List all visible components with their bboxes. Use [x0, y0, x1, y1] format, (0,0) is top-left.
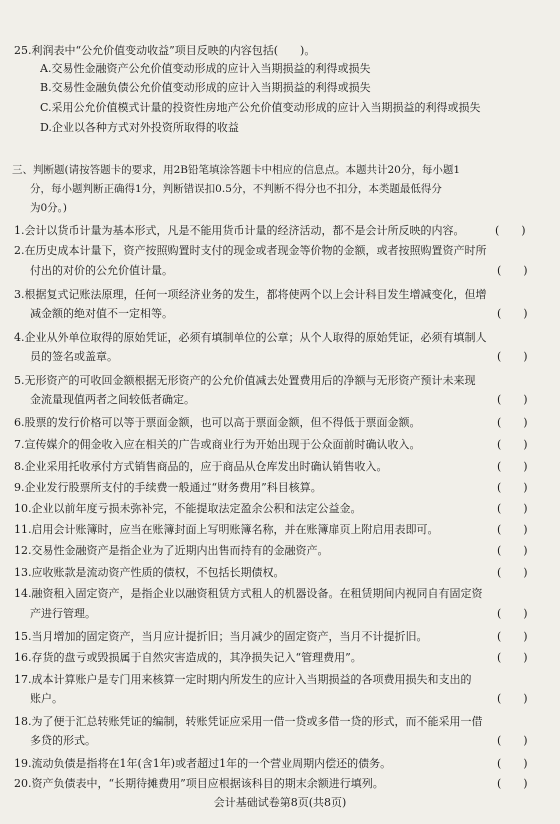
- q25-option-c: C.采用公允价值模式计量的投资性房地产公允价值变动形成的应计入当期损益的利得或损失: [40, 101, 481, 114]
- item-20: 20.资产负债表中，“长期待摊费用”项目应根据该科目的期末余额进行填列。: [14, 777, 384, 790]
- q25-stem: 25.利润表中“公允价值变动收益”项目反映的内容包括( )。: [14, 44, 316, 57]
- q25-option-b: B.交易性金融负债公允价值变动形成的应计入当期损益的利得或损失: [40, 81, 371, 94]
- answer-blank: ( ): [497, 481, 528, 494]
- item-2: 2.在历史成本计量下，资产按照购置时支付的现金或者现金等价物的金额，或者按照购置资产时所: [14, 244, 487, 257]
- answer-blank: ( ): [497, 757, 528, 770]
- item-8: 8.企业采用托收承付方式销售商品的，应于商品从仓库发出时确认销售收入。: [14, 460, 388, 473]
- item-4: 4.企业从外单位取得的原始凭证，必须有填制单位的公章；从个人取得的原始凭证，必须有填制人: [14, 331, 487, 344]
- answer-blank: ( ): [497, 416, 528, 429]
- item-5-cont: 金流量现值两者之间较低者确定。: [30, 393, 195, 406]
- answer-blank: ( ): [497, 393, 528, 406]
- answer-blank: ( ): [497, 438, 528, 451]
- item-9: 9.企业发行股票所支付的手续费一般通过“财务费用”科目核算。: [14, 481, 322, 494]
- answer-blank: ( ): [497, 651, 528, 664]
- item-2-cont: 付出的对价的公允价值计量。: [30, 264, 173, 277]
- item-5: 5.无形资产的可收回金额根据无形资产的公允价值减去处置费用后的净额与无形资产预计未来现: [14, 374, 476, 387]
- page-footer: 会计基础试卷第8页(共8页): [213, 796, 347, 809]
- item-11: 11.启用会计账簿时，应当在账簿封面上写明账簿名称，并在账簿扉页上附启用表即可。: [14, 523, 439, 536]
- answer-blank: ( ): [497, 607, 528, 620]
- section3-heading-line3: 为0分。): [30, 202, 68, 214]
- item-1: 1.会计以货币计量为基本形式，凡是不能用货币计量的经济活动，都不是会计所反映的内容。: [14, 224, 465, 237]
- answer-blank: ( ): [497, 307, 528, 320]
- item-3: 3.根据复式记账法原理，任何一项经济业务的发生，都将使两个以上会计科目发生增减变化，但增: [14, 288, 487, 301]
- item-14-cont: 产进行管理。: [30, 607, 96, 620]
- answer-blank: ( ): [497, 523, 528, 536]
- answer-blank: ( ): [495, 224, 526, 237]
- q25-option-a: A.交易性金融资产公允价值变动形成的应计入当期损益的利得或损失: [40, 62, 371, 75]
- answer-blank: ( ): [497, 630, 528, 643]
- answer-blank: ( ): [497, 777, 528, 790]
- item-17: 17.成本计算账户是专门用来核算一定时期内所发生的应计入当期损益的各项费用损失和支出的: [14, 673, 472, 686]
- q25-option-d: D.企业以各种方式对外投资所取得的收益: [40, 121, 239, 134]
- answer-blank: ( ): [497, 350, 528, 363]
- item-16: 16.存货的盘亏或毁损属于自然灾害造成的，其净损失记入“管理费用”。: [14, 651, 362, 664]
- answer-blank: ( ): [497, 692, 528, 705]
- item-19: 19.流动负债是指将在1年(含1年)或者超过1年的一个营业周期内偿还的债务。: [14, 757, 392, 770]
- item-10: 10.企业以前年度亏损未弥补完，不能提取法定盈余公积和法定公益金。: [14, 502, 362, 515]
- answer-blank: ( ): [497, 734, 528, 747]
- item-7: 7.宣传媒介的佣金收入应在相关的广告或商业行为开始出现于公众面前时确认收入。: [14, 438, 421, 451]
- item-12: 12.交易性金融资产是指企业为了近期内出售而持有的金融资产。: [14, 544, 329, 557]
- item-6: 6.股票的发行价格可以等于票面金额，也可以高于票面金额，但不得低于票面金额。: [14, 416, 421, 429]
- answer-blank: ( ): [497, 566, 528, 579]
- section3-heading-line2: 分，每小题判断正确得1分，判断错误扣0.5分，不判断不得分也不扣分，本类题最低得分: [30, 183, 442, 195]
- item-18: 18.为了便于汇总转账凭证的编制，转账凭证应采用一借一贷或多借一贷的形式，而不能采用一借: [14, 715, 483, 728]
- section3-heading-line1: 三、判断题(请按答题卡的要求，用2B铅笔填涂答题卡中相应的信息点。本题共计20分，每小题1: [12, 164, 461, 176]
- item-15: 15.当月增加的固定资产，当月应计提折旧；当月减少的固定资产，当月不计提折旧。: [14, 630, 428, 643]
- item-3-cont: 减金额的绝对值不一定相等。: [30, 307, 173, 320]
- item-13: 13.应收账款是流动资产性质的债权，不包括长期债权。: [14, 566, 285, 579]
- item-14: 14.融资租入固定资产，是指企业以融资租赁方式租人的机器设备。在租赁期间内视同自有固定资: [14, 587, 483, 600]
- answer-blank: ( ): [497, 264, 528, 277]
- answer-blank: ( ): [497, 544, 528, 557]
- item-18-cont: 多贷的形式。: [30, 734, 96, 747]
- answer-blank: ( ): [497, 502, 528, 515]
- item-17-cont: 账户。: [30, 692, 63, 705]
- answer-blank: ( ): [497, 460, 528, 473]
- item-4-cont: 员的签名或盖章。: [30, 350, 118, 363]
